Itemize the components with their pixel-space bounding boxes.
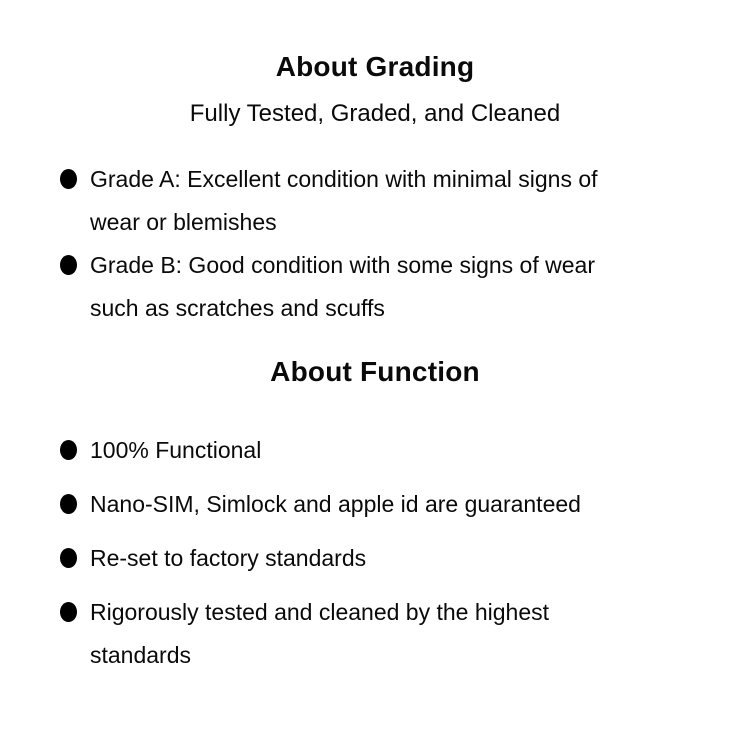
list-item-text: Grade B: Good condition with some signs of wear such as scratches and scuffs — [90, 252, 595, 321]
function-section — [60, 355, 690, 677]
list-item — [60, 591, 690, 677]
list-item — [60, 537, 690, 580]
list-item — [60, 244, 690, 330]
bullet-icon — [60, 255, 77, 275]
grading-section-subtitle: Fully Tested, Graded, and Cleaned — [189, 100, 561, 127]
function-list — [60, 429, 690, 677]
list-item-text: Re-set to factory standards — [90, 545, 367, 571]
grading-section-title: About Grading — [275, 51, 475, 82]
bullet-icon — [60, 548, 77, 568]
list-item — [60, 158, 690, 244]
list-item-text: 100% Functional — [90, 437, 262, 463]
bullet-icon — [60, 440, 77, 460]
bullet-icon — [60, 494, 77, 514]
grading-list — [60, 158, 690, 330]
list-item-text: Rigorously tested and cleaned by the highest standards — [90, 599, 550, 668]
list-item-text: Nano-SIM, Simlock and apple id are guaranteed — [90, 491, 581, 517]
bullet-icon — [60, 602, 77, 622]
list-item — [60, 429, 690, 472]
grading-section — [60, 50, 690, 330]
bullet-icon — [60, 169, 77, 189]
list-item-text: Grade A: Excellent condition with minimal signs of wear or blemishes — [90, 166, 598, 235]
list-item — [60, 483, 690, 526]
function-section-title: About Function — [270, 356, 480, 387]
